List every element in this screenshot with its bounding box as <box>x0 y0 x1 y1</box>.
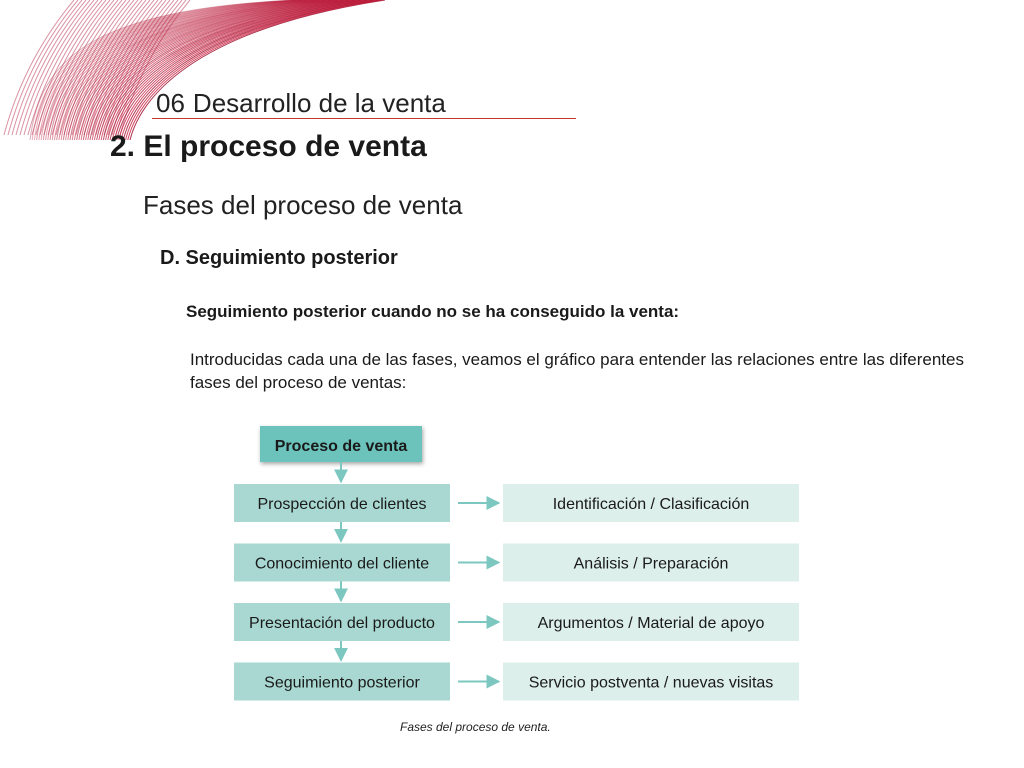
figure-caption: Fases del proceso de venta. <box>400 720 551 734</box>
phase-label: Prospección de clientes <box>257 496 427 513</box>
phase-label: Seguimiento posterior <box>264 674 420 692</box>
slide-subtitle: Fases del proceso de venta <box>143 190 463 220</box>
chapter-heading <box>156 88 446 119</box>
phase-label: Presentación del producto <box>249 615 435 632</box>
lead-text: Seguimiento posterior cuando no se ha conseguido la venta: <box>186 302 680 321</box>
outcome-label: Identificación / Clasificación <box>552 496 750 513</box>
slide-title: 2. El proceso de venta <box>110 130 427 163</box>
chapter-underline <box>152 118 576 119</box>
chapter-number: 06 <box>156 88 185 118</box>
phase-label: Conocimiento del cliente <box>254 555 430 573</box>
section-heading: D. Seguimiento posterior <box>160 247 398 269</box>
outcome-label: Argumentos / Material de apoyo <box>537 615 765 632</box>
outcome-label: Análisis / Preparación <box>573 555 729 573</box>
ribbon-decoration <box>0 0 400 140</box>
chapter-title: Desarrollo de la venta <box>192 88 446 118</box>
root-label: Proceso de venta <box>274 438 408 455</box>
outcome-label: Servicio postventa / nuevas visitas <box>528 674 774 692</box>
sales-process-diagram <box>230 420 810 705</box>
body-paragraph: Introducidas cada una de las fases, veamos el gráfico para entender las relaciones entre las diferentes fases del proceso de ventas: <box>190 350 964 392</box>
